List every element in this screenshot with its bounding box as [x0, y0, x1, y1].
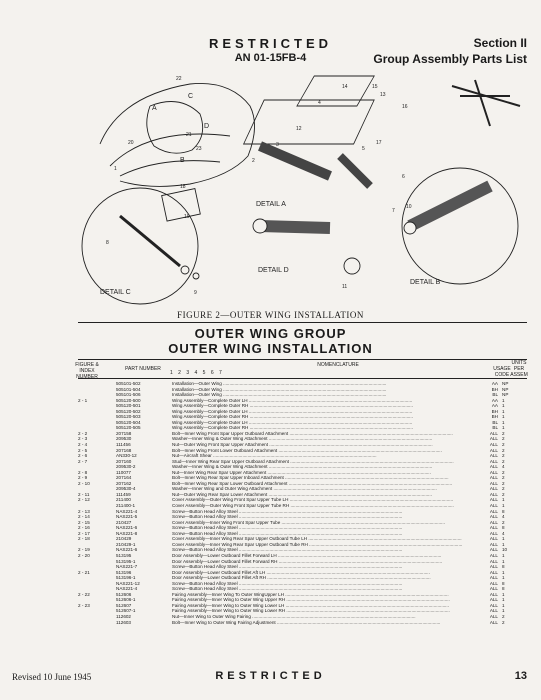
detail-c-label: DETAIL C	[100, 289, 131, 296]
column-figure-index: FIGURE & INDEX NUMBER	[75, 362, 99, 380]
row-part-number: 111456	[116, 442, 131, 448]
parts-table-body	[78, 381, 527, 625]
row-nomenclature: Screw—Button Head Alloy Steel .....	[172, 514, 462, 520]
row-figure-index: 2 - 9	[78, 475, 88, 481]
row-part-number: 209530	[116, 436, 132, 442]
row-nomenclature: Screw—Button Head Alloy Steel .....	[172, 531, 462, 537]
row-usage-code: ALL	[462, 620, 498, 626]
row-usage-code: AA	[462, 398, 498, 404]
row-nomenclature: Screw—Button Head Alloy Steel .....	[172, 564, 462, 570]
callout: 2	[252, 158, 255, 164]
row-usage-code: ALL	[462, 492, 498, 498]
column-part-number: PART NUMBER	[125, 366, 161, 372]
row-usage-code: ALL	[462, 564, 498, 570]
parts-table-header	[75, 360, 528, 380]
row-usage-code: BH	[462, 409, 498, 415]
row-figure-index: 2 - 22	[78, 591, 90, 597]
row-part-number: NAS221-7	[116, 564, 138, 570]
row-units: 2	[502, 486, 505, 492]
row-usage-code: ALL	[462, 614, 498, 620]
row-nomenclature: Cover Assembly—Inner Wing Rear Spar Upper Outboard Tube LH .....	[172, 536, 462, 542]
group-subtitle: OUTER WING INSTALLATION	[168, 341, 373, 356]
figure-caption: FIGURE 2—OUTER WING INSTALLATION	[177, 310, 364, 320]
row-usage-code: ALL	[462, 459, 498, 465]
row-nomenclature: Door Assembly—Lower Outboard Fillet Forward RH .....	[172, 559, 462, 565]
row-usage-code: ALL	[462, 475, 498, 481]
row-nomenclature: Installation—Outer Wing .....	[172, 387, 462, 393]
row-part-number: 207164	[116, 475, 132, 481]
row-usage-code: ALL	[462, 486, 498, 492]
row-units: 2	[502, 436, 505, 442]
row-units: 1	[502, 497, 505, 503]
row-units: 2	[502, 475, 505, 481]
row-units: NP	[502, 392, 509, 398]
row-figure-index: 2 - 5	[78, 447, 88, 453]
row-units: 2	[502, 480, 505, 486]
document-number: AN 01-15FB-4	[234, 52, 307, 64]
row-units: 8	[502, 564, 505, 570]
row-nomenclature: Wing Assembly—Complete Outer RH .....	[172, 403, 462, 409]
row-part-number: NAS221-6	[116, 547, 138, 553]
row-part-number: NAS221-12	[116, 580, 140, 586]
row-nomenclature: Screw—Button Head Alloy Steel .....	[172, 581, 462, 587]
row-part-number: 513195-1	[116, 558, 136, 564]
row-units: 1	[502, 591, 505, 597]
row-units: 2	[502, 430, 505, 436]
row-nomenclature: Fairing Assembly—Inner Wing to Outer Wing Lower RH .....	[172, 608, 462, 614]
row-nomenclature: Screw—Button Head Alloy Steel .....	[172, 547, 462, 553]
revision-date: Revised 10 June 1945	[12, 672, 92, 682]
row-units: 2	[502, 442, 505, 448]
callout: 1	[114, 166, 117, 172]
row-part-number: 505120-503	[116, 414, 141, 420]
row-nomenclature: Screw—Button Head Alloy Steel .....	[172, 509, 462, 515]
row-part-number: 209530-2	[116, 464, 136, 470]
row-part-number: 512607-1	[116, 608, 136, 614]
row-nomenclature: Bolt—Inner Wing Front Lower Outboard Attachment .....	[172, 448, 462, 454]
row-usage-code: ALL	[462, 608, 498, 614]
row-units: 4	[502, 464, 505, 470]
row-usage-code: ALL	[462, 597, 498, 603]
row-figure-index: 2 - 11	[78, 491, 90, 497]
row-figure-index: 2 - 7	[78, 458, 88, 464]
row-figure-index: 2 - 21	[78, 569, 90, 575]
row-nomenclature: Fairing Assembly—Inner Wing to Outer Wing Lower LH .....	[172, 603, 462, 609]
row-nomenclature: Wing Assembly—Complete Outer LH .....	[172, 409, 462, 415]
row-units: 1	[502, 597, 505, 603]
row-units: 1	[502, 536, 505, 542]
row-nomenclature: Fairing Assembly—Inner Wing to Outer Wing Upper RH .....	[172, 597, 462, 603]
row-usage-code: ALL	[462, 581, 498, 587]
row-units: 1	[502, 419, 505, 425]
row-figure-index: 2 - 10	[78, 480, 90, 486]
row-part-number: 505101-502	[116, 381, 141, 386]
callout: 9	[194, 290, 197, 296]
row-usage-code: BH	[462, 387, 498, 393]
row-usage-code: ALL	[462, 575, 498, 581]
row-part-number: 211400	[116, 497, 131, 503]
row-part-number: 207158	[116, 430, 132, 436]
callout: 19	[184, 214, 190, 220]
detail-a-label: DETAIL A	[256, 201, 286, 208]
row-part-number: 207160	[116, 458, 132, 464]
row-nomenclature: Installation—Outer Wing .....	[172, 381, 462, 387]
airplane-icon	[452, 80, 520, 126]
restricted-header: RESTRICTED	[208, 36, 333, 51]
callout: 8	[106, 240, 109, 246]
row-figure-index: 2 - 1	[78, 397, 88, 403]
row-nomenclature: Nut—Inner Wing to Outer Wing Fairing .....	[172, 614, 462, 620]
row-part-number: 112602	[116, 613, 131, 619]
divider	[78, 378, 527, 379]
row-nomenclature: Installation—Outer Wing .....	[172, 392, 462, 398]
row-units: 4	[502, 530, 505, 536]
row-units: 2	[502, 458, 505, 464]
row-usage-code: BL	[462, 425, 498, 431]
row-usage-code: ALL	[462, 547, 498, 553]
row-units: 2	[502, 519, 505, 525]
divider	[78, 359, 527, 360]
row-usage-code: ALL	[462, 453, 498, 459]
row-figure-index: 2 - 2	[78, 430, 88, 436]
row-units: 1	[502, 425, 505, 431]
row-part-number: 505101-504	[116, 386, 141, 392]
row-units: 1	[502, 397, 505, 403]
row-nomenclature: Nut—Outer Wing Rear Spar Lower Attachment .....	[172, 492, 462, 498]
column-units-per-assem: UNITS PER ASSEM	[510, 360, 528, 378]
row-usage-code: ALL	[462, 525, 498, 531]
letter-c: C	[188, 93, 194, 100]
row-part-number: 512606	[116, 591, 132, 597]
row-nomenclature: Stud—Inner Wing Rear Spar Upper Outboard Attachment .....	[172, 459, 462, 465]
row-part-number: 513195	[116, 552, 132, 558]
row-units: 1	[502, 569, 505, 575]
row-units: 1	[502, 552, 505, 558]
detail-d-label: DETAIL D	[258, 267, 289, 274]
row-nomenclature: Nut—Aircraft Shear .....	[172, 453, 462, 459]
row-usage-code: ALL	[462, 586, 498, 592]
callout: 7	[392, 208, 395, 214]
row-units: 1	[502, 541, 505, 547]
row-figure-index: 2 - 4	[78, 442, 88, 448]
row-part-number: AN330-12	[116, 453, 137, 459]
row-units: 1	[502, 414, 505, 420]
row-nomenclature: Wing Assembly—Complete Outer RH .....	[172, 425, 462, 431]
row-figure-index: 2 - 18	[78, 536, 90, 542]
column-indent-levels: 1 2 3 4 5 6 7	[170, 370, 224, 376]
row-nomenclature: Door Assembly—Lower Outboard Fillet Aft LH .....	[172, 570, 462, 576]
row-nomenclature: Cover Assembly—Outer Wing Front Spar Upper Tube RH .....	[172, 503, 462, 509]
row-part-number: 505120-504	[116, 419, 141, 425]
row-units: 2	[502, 469, 505, 475]
row-nomenclature: Cover Assembly—Outer Wing Front Spar Upper Tube LH .....	[172, 497, 462, 503]
row-nomenclature: Bolt—Inner Wing to Outer Wing Fairing Adjustment .....	[172, 620, 462, 626]
row-units: 2	[502, 619, 505, 625]
callout: 11	[342, 284, 348, 290]
row-units: 1	[502, 503, 505, 509]
callout: 17	[376, 140, 382, 146]
row-nomenclature: Washer—Inner Wing & Outer Wing Attachment .....	[172, 464, 462, 470]
row-usage-code: ALL	[462, 503, 498, 509]
row-nomenclature: Bolt—Inner Wing Rear Spar Lower Outboard Attachment .....	[172, 481, 462, 487]
row-usage-code: ALL	[462, 481, 498, 487]
detail-b-label: DETAIL B	[410, 279, 441, 286]
group-title: OUTER WING GROUP	[194, 326, 347, 341]
callout: 4	[318, 100, 321, 106]
detail-a-plate	[244, 100, 375, 144]
row-nomenclature: Bolt—Inner Wing Rear Spar Upper Inboard Attachment .....	[172, 475, 462, 481]
row-part-number: 112603	[116, 619, 131, 625]
column-nomenclature: NOMENCLATURE	[317, 362, 359, 368]
callout: 21	[186, 132, 192, 138]
row-part-number: 210427	[116, 519, 132, 525]
restricted-footer: RESTRICTED	[215, 670, 326, 682]
row-nomenclature: Cover Assembly—Inner Wing Front Spar Upper Tube .....	[172, 520, 462, 526]
row-part-number: NAS221-5	[116, 514, 138, 520]
row-nomenclature: Screw—Button Head Alloy Steel .....	[172, 586, 462, 592]
row-units: 1	[502, 408, 505, 414]
row-usage-code: ALL	[462, 553, 498, 559]
row-figure-index: 2 - 17	[78, 530, 90, 536]
row-nomenclature: Screw—Button Head Alloy Steel .....	[172, 525, 462, 531]
row-usage-code: ALL	[462, 497, 498, 503]
row-usage-code: ALL	[462, 436, 498, 442]
row-usage-code: ALL	[462, 520, 498, 526]
row-part-number: 513196	[116, 569, 132, 575]
row-part-number: 210429	[116, 536, 132, 542]
row-usage-code: AA	[462, 381, 498, 387]
row-usage-code: BL	[462, 420, 498, 426]
row-usage-code: ALL	[462, 559, 498, 565]
row-figure-index: 2 - 19	[78, 547, 90, 553]
row-usage-code: ALL	[462, 470, 498, 476]
row-units: 10	[502, 547, 508, 553]
callout: 12	[296, 126, 302, 132]
row-part-number: 512606-1	[116, 597, 136, 603]
row-nomenclature: Door Assembly—Lower Outboard Fillet Forward LH .....	[172, 553, 462, 559]
row-part-number: 210429-1	[116, 541, 136, 547]
row-figure-index: 2 - 23	[78, 602, 90, 608]
row-figure-index: 2 - 3	[78, 436, 88, 442]
row-part-number: 207162	[116, 480, 132, 486]
row-units: 2	[502, 491, 505, 497]
row-nomenclature: Fairing Assembly—Inner Wing To Outer WingUpper LH .....	[172, 592, 462, 598]
row-usage-code: ALL	[462, 448, 498, 454]
row-nomenclature: Nut—Outer Wing Front Spar Upper Attachment .....	[172, 442, 462, 448]
row-part-number: 207168	[116, 447, 132, 453]
row-part-number: 211400-1	[116, 503, 136, 509]
row-units: NP	[502, 381, 509, 386]
callout: 18	[180, 184, 186, 190]
page-number: 13	[514, 670, 527, 682]
callout: 10	[406, 204, 412, 210]
callout: 23	[196, 146, 202, 152]
callout: 16	[402, 104, 408, 110]
divider	[78, 322, 527, 323]
row-usage-code: ALL	[462, 509, 498, 515]
callout: 14	[342, 84, 348, 90]
row-units: 1	[502, 403, 505, 409]
row-part-number: 513196-1	[116, 575, 136, 581]
detail-c-circle	[82, 188, 198, 304]
row-usage-code: ALL	[462, 464, 498, 470]
row-units: 1	[502, 558, 505, 564]
row-part-number: 505101-506	[116, 392, 141, 398]
row-part-number: 209530-4	[116, 486, 136, 492]
callout: 20	[128, 140, 134, 146]
row-figure-index: 2 - 6	[78, 453, 88, 459]
row-part-number: NAS221-4	[116, 508, 138, 514]
row-part-number: NAS221-4	[116, 586, 138, 592]
callout: 6	[402, 174, 405, 180]
row-usage-code: BH	[462, 414, 498, 420]
callout: 22	[176, 76, 182, 82]
row-nomenclature: Wing Assembly—Complete Outer LH .....	[172, 420, 462, 426]
row-part-number: 110077	[116, 469, 131, 475]
row-part-number: NAS221-6	[116, 525, 138, 531]
row-nomenclature: Wing Assembly—Complete Outer RH .....	[172, 414, 462, 420]
row-units: 8	[502, 525, 505, 531]
section-label: Section II	[473, 36, 527, 50]
row-nomenclature: Door Assembly—Lower Outboard Fillet Aft RH .....	[172, 575, 462, 581]
row-units: 2	[502, 447, 505, 453]
row-part-number: 505120-501	[116, 403, 141, 409]
row-units: 2	[502, 453, 505, 459]
row-nomenclature: Nut—Inner Wing Rear Spar Upper Attachment .....	[172, 470, 462, 476]
outer-wing-illustration	[80, 66, 522, 310]
row-figure-index: 2 - 12	[78, 497, 90, 503]
letter-d: D	[204, 123, 210, 130]
row-units: 8	[502, 586, 505, 592]
row-part-number: 111459	[116, 491, 131, 497]
callout: 3	[276, 142, 279, 148]
row-figure-index: 2 - 16	[78, 525, 90, 531]
row-nomenclature: Wing Assembly—Complete Outer LH .....	[172, 398, 462, 404]
row-usage-code: ALL	[462, 542, 498, 548]
column-usage-code: USAGE CODE	[493, 366, 511, 378]
row-usage-code: ALL	[462, 570, 498, 576]
row-part-number: NAS221-8	[116, 530, 138, 536]
row-units: 1	[502, 575, 505, 581]
callout: 5	[362, 146, 365, 152]
row-units: 2	[502, 613, 505, 619]
row-figure-index: 2 - 20	[78, 552, 90, 558]
group-assembly-label: Group Assembly Parts List	[373, 52, 527, 66]
table-row	[78, 620, 527, 626]
callout: 15	[372, 84, 378, 90]
row-nomenclature: Cover Assembly—Inner Wing Rear Spar Upper Outboard Tube RH .....	[172, 542, 462, 548]
letter-b: B	[180, 157, 185, 164]
row-figure-index: 2 - 8	[78, 469, 88, 475]
row-units: 8	[502, 580, 505, 586]
letter-a: A	[152, 105, 157, 112]
row-usage-code: ALL	[462, 592, 498, 598]
row-usage-code: ALL	[462, 514, 498, 520]
row-nomenclature: Washer—Inner Wing and Outer Wing Attachment .....	[172, 486, 462, 492]
row-units: NP	[502, 386, 509, 392]
row-figure-index: 2 - 14	[78, 514, 90, 520]
row-nomenclature: Bolt—Inner Wing Front Spar Upper Outboard Attachment .....	[172, 431, 462, 437]
callout: 13	[380, 92, 386, 98]
row-usage-code: AA	[462, 403, 498, 409]
row-part-number: 505120-500	[116, 397, 141, 403]
row-usage-code: BL	[462, 392, 498, 398]
row-units: 8	[502, 508, 505, 514]
row-usage-code: ALL	[462, 603, 498, 609]
row-part-number: 505120-502	[116, 408, 141, 414]
row-figure-index: 2 - 13	[78, 508, 90, 514]
row-part-number: 505120-505	[116, 425, 141, 431]
row-usage-code: ALL	[462, 442, 498, 448]
row-nomenclature: Washer—Inner Wing & Outer Wing Attachment .....	[172, 436, 462, 442]
row-usage-code: ALL	[462, 431, 498, 437]
row-units: 4	[502, 514, 505, 520]
row-usage-code: ALL	[462, 536, 498, 542]
row-units: 1	[502, 608, 505, 614]
row-part-number: 512607	[116, 602, 132, 608]
row-usage-code: ALL	[462, 531, 498, 537]
row-figure-index: 2 - 15	[78, 519, 90, 525]
row-units: 1	[502, 602, 505, 608]
